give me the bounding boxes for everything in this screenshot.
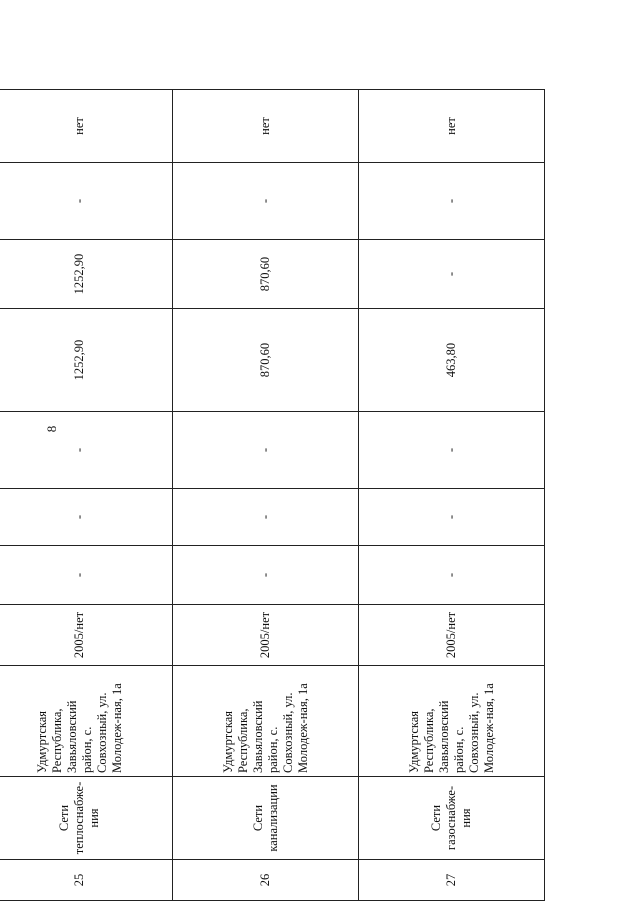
cell-col-8: 870,60 <box>173 309 359 412</box>
cell-col-10: - <box>173 163 359 240</box>
table-row <box>0 90 173 901</box>
cell-col-8: 463,80 <box>359 309 545 412</box>
cell-address: Удмуртская Республика, Завьяловский район, с. Совхозный, ул. Молодеж-ная, 1а <box>173 666 359 777</box>
cell-col-9: 1252,90 <box>0 240 173 309</box>
table-container <box>0 117 545 901</box>
cell-address: Удмуртская Республика, Завьяловский район, с. Совхозный, ул. Молодеж-ная, 1а <box>359 666 545 777</box>
cell-col-10: - <box>0 163 173 240</box>
cell-col-6: - <box>173 489 359 546</box>
cell-name: Сети канализации <box>173 777 359 860</box>
cell-col-7: - <box>0 412 173 489</box>
cell-col-11: нет <box>173 90 359 163</box>
cell-col-11: нет <box>0 90 173 163</box>
cell-year: 2005/нет <box>173 605 359 666</box>
table-body <box>0 90 545 901</box>
cell-col-11: нет <box>359 90 545 163</box>
cell-col-5: - <box>173 546 359 605</box>
table-row <box>173 90 359 901</box>
cell-col-5: - <box>359 546 545 605</box>
cell-col-6: - <box>359 489 545 546</box>
table-rotation-wrapper <box>0 117 623 887</box>
cell-col-6: - <box>0 489 173 546</box>
cell-col-9: - <box>359 240 545 309</box>
cell-name: Сети теплоснабже-ния <box>0 777 173 860</box>
cell-number: 26 <box>173 860 359 901</box>
cell-col-10: - <box>359 163 545 240</box>
cell-number: 27 <box>359 860 545 901</box>
cell-col-8: 1252,90 <box>0 309 173 412</box>
cell-year: 2005/нет <box>359 605 545 666</box>
cell-col-9: 870,60 <box>173 240 359 309</box>
cell-address: Удмуртская Республика, Завьяловский район, с. Совхозный, ул. Молодеж-ная, 1а <box>0 666 173 777</box>
cell-col-5: - <box>0 546 173 605</box>
page-number: 8 <box>44 425 59 433</box>
cell-col-7: - <box>359 412 545 489</box>
property-table <box>0 89 545 901</box>
cell-year: 2005/нет <box>0 605 173 666</box>
cell-number: 25 <box>0 860 173 901</box>
cell-name: Сети газоснабже-ния <box>359 777 545 860</box>
cell-col-7: - <box>173 412 359 489</box>
table-row <box>359 90 545 901</box>
